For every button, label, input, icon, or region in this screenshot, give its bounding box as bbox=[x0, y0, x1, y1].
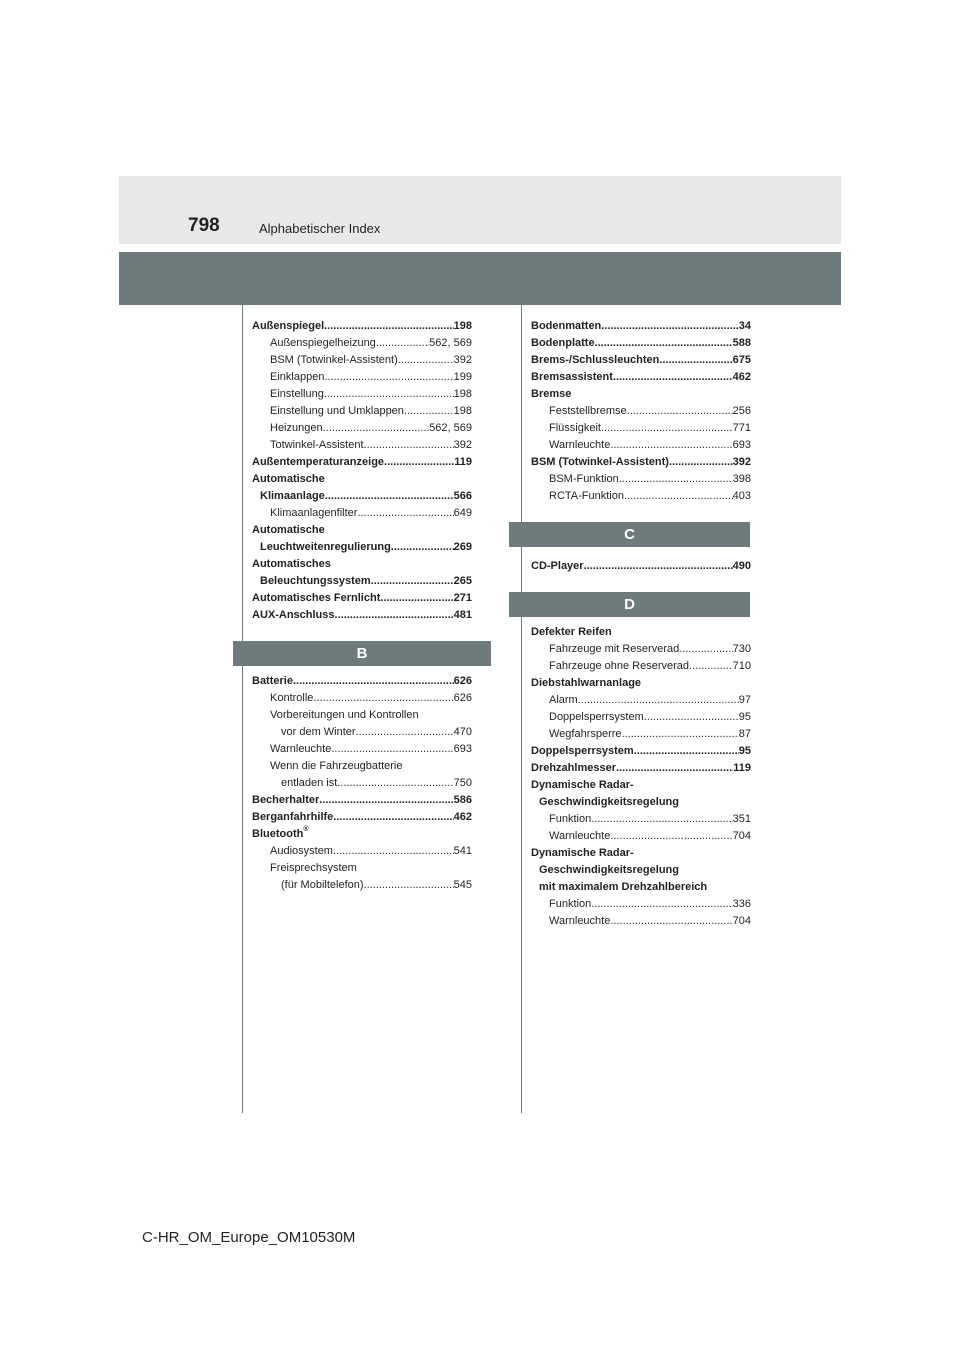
index-entry-page[interactable]: 95 bbox=[738, 745, 751, 757]
index-entry bbox=[531, 709, 751, 726]
index-entry-page[interactable]: 586 bbox=[453, 794, 472, 806]
index-entry bbox=[252, 522, 472, 539]
section-letter-d: D bbox=[509, 592, 750, 617]
index-entry bbox=[252, 809, 472, 826]
index-entry bbox=[252, 539, 472, 556]
index-entry bbox=[531, 335, 751, 352]
index-entry bbox=[531, 811, 751, 828]
index-entry bbox=[531, 658, 751, 675]
index-entry-label: Leuchtweitenregulierung bbox=[260, 541, 391, 553]
index-entry bbox=[252, 471, 472, 488]
index-entry bbox=[252, 352, 472, 369]
index-entry-label: Becherhalter bbox=[252, 794, 320, 806]
index-entry-label: Bodenmatten bbox=[531, 320, 602, 332]
dot-leader bbox=[380, 590, 453, 607]
dot-leader bbox=[337, 775, 453, 792]
index-entry-label: Außenspiegelheizung bbox=[270, 337, 376, 349]
index-entry-label: Warnleuchte bbox=[549, 439, 611, 451]
index-entry-page[interactable]: 199 bbox=[453, 371, 472, 383]
dot-leader bbox=[578, 692, 739, 709]
index-entry-page[interactable]: 269 bbox=[453, 541, 472, 553]
index-entry-page[interactable]: 626 bbox=[453, 675, 472, 687]
index-entry-label: Feststellbremse bbox=[549, 405, 627, 417]
index-entry bbox=[531, 641, 751, 658]
index-entry-page[interactable]: 626 bbox=[453, 692, 472, 704]
index-entry bbox=[531, 862, 751, 879]
dot-leader bbox=[313, 690, 453, 707]
index-entry bbox=[252, 335, 472, 352]
index-entry bbox=[531, 675, 751, 692]
index-entry-page[interactable]: 34 bbox=[738, 320, 751, 332]
index-entry-label: Warnleuchte bbox=[549, 915, 611, 927]
index-entry-label: Automatisches bbox=[252, 558, 331, 570]
index-entry bbox=[252, 369, 472, 386]
dot-leader bbox=[634, 743, 739, 760]
index-entry-page[interactable]: 265 bbox=[453, 575, 472, 587]
index-entry bbox=[531, 437, 751, 454]
index-entry-label: BSM (Totwinkel-Assistent) bbox=[270, 354, 398, 366]
index-entry-label: Wegfahrsperre bbox=[549, 728, 622, 740]
index-entry-label: Audiosystem bbox=[270, 845, 333, 857]
index-entry bbox=[252, 556, 472, 573]
index-entry-label: Funktion bbox=[549, 813, 592, 825]
index-entry-label: Bodenplatte bbox=[531, 337, 595, 349]
index-entry-page[interactable]: 392 bbox=[732, 456, 751, 468]
index-entry bbox=[252, 826, 472, 843]
dot-leader bbox=[591, 811, 732, 828]
index-list-c bbox=[531, 558, 751, 575]
dot-leader bbox=[384, 454, 454, 471]
index-entry-label: Einstellung und Umklappen bbox=[270, 405, 404, 417]
dot-leader bbox=[371, 573, 454, 590]
index-entry-page[interactable]: 398 bbox=[732, 473, 751, 485]
index-entry bbox=[252, 590, 472, 607]
index-entry-label: Dynamische Radar- bbox=[531, 847, 634, 859]
index-entry-label: Bluetooth bbox=[252, 828, 304, 840]
dot-leader bbox=[391, 539, 454, 556]
index-entry bbox=[252, 403, 472, 420]
index-entry bbox=[252, 454, 472, 471]
index-entry-page[interactable]: 351 bbox=[732, 813, 751, 825]
index-entry bbox=[252, 607, 472, 624]
index-entry-page[interactable]: 403 bbox=[732, 490, 751, 502]
dot-leader bbox=[591, 896, 732, 913]
index-entry-label: RCTA-Funktion bbox=[549, 490, 624, 502]
index-entry-label: CD-Player bbox=[531, 560, 584, 572]
index-entry-page[interactable]: 119 bbox=[454, 456, 472, 468]
index-entry-label: Geschwindigkeitsregelung bbox=[539, 796, 679, 808]
index-entry bbox=[531, 896, 751, 913]
index-entry-page[interactable]: 566 bbox=[453, 490, 472, 502]
index-column-right bbox=[531, 318, 751, 930]
index-entry-page[interactable]: 771 bbox=[732, 422, 751, 434]
index-entry-page[interactable]: 481 bbox=[453, 609, 472, 621]
index-entry bbox=[531, 777, 751, 794]
index-list-a bbox=[252, 318, 472, 624]
index-entry-page[interactable]: 693 bbox=[453, 743, 472, 755]
index-entry bbox=[531, 454, 751, 471]
index-entry-label: Wenn die Fahrzeugbatterie bbox=[270, 760, 403, 772]
index-entry bbox=[252, 505, 472, 522]
index-entry bbox=[252, 673, 472, 690]
index-entry-label: Außenspiegel bbox=[252, 320, 325, 332]
index-entry bbox=[252, 707, 472, 724]
right-column-rule bbox=[521, 305, 522, 1113]
index-entry-page[interactable]: 198 bbox=[453, 320, 472, 332]
dot-leader bbox=[679, 641, 732, 658]
index-entry-page[interactable]: 198 bbox=[453, 388, 472, 400]
index-entry-label: Fahrzeuge ohne Reserverad bbox=[549, 660, 690, 672]
index-entry-page[interactable]: 562, 569 bbox=[429, 337, 472, 349]
dot-leader bbox=[595, 335, 733, 352]
document-id-footer: C-HR_OM_Europe_OM10530M bbox=[142, 1229, 356, 1246]
index-entry bbox=[531, 828, 751, 845]
index-entry-label: Beleuchtungssystem bbox=[260, 575, 371, 587]
dot-leader bbox=[644, 709, 739, 726]
index-entry-label: Fahrzeuge mit Reserverad bbox=[549, 643, 680, 655]
index-entry bbox=[531, 794, 751, 811]
dot-leader bbox=[324, 386, 454, 403]
dot-leader bbox=[333, 843, 454, 860]
index-entry-page[interactable]: 675 bbox=[732, 354, 751, 366]
index-entry bbox=[531, 420, 751, 437]
index-entry bbox=[531, 403, 751, 420]
left-column-rule bbox=[242, 305, 243, 1113]
index-entry bbox=[531, 386, 751, 403]
index-entry bbox=[252, 488, 472, 505]
dot-leader bbox=[622, 726, 739, 743]
index-entry bbox=[531, 692, 751, 709]
index-entry-label: Defekter Reifen bbox=[531, 626, 612, 638]
index-entry bbox=[252, 690, 472, 707]
index-list-d bbox=[531, 624, 751, 930]
index-entry-label: Kontrolle bbox=[270, 692, 314, 704]
dot-leader bbox=[619, 471, 733, 488]
index-entry-page[interactable]: 462 bbox=[732, 371, 751, 383]
index-entry-label: Batterie bbox=[252, 675, 293, 687]
index-entry bbox=[252, 860, 472, 877]
index-entry-page[interactable]: 95 bbox=[738, 711, 751, 723]
index-entry-label: mit maximalem Drehzahlbereich bbox=[539, 881, 708, 893]
dot-leader bbox=[333, 809, 453, 826]
index-entry-label: Automatische bbox=[252, 473, 325, 485]
index-entry-page[interactable]: 271 bbox=[453, 592, 472, 604]
index-entry-page[interactable]: 562, 569 bbox=[429, 422, 472, 434]
dot-leader bbox=[669, 454, 733, 471]
index-entry-label: entladen ist bbox=[281, 777, 338, 789]
index-entry bbox=[531, 760, 751, 777]
index-entry-page[interactable]: 649 bbox=[453, 507, 472, 519]
index-entry-page[interactable]: 545 bbox=[453, 879, 472, 891]
dot-leader bbox=[616, 760, 733, 777]
index-entry bbox=[252, 437, 472, 454]
index-entry bbox=[252, 741, 472, 758]
section-letter-c: C bbox=[509, 522, 750, 547]
index-entry bbox=[531, 743, 751, 760]
dot-leader bbox=[324, 318, 454, 335]
index-entry-page[interactable]: 704 bbox=[732, 830, 751, 842]
index-entry-label: vor dem Winter bbox=[281, 726, 356, 738]
index-entry-label: (für Mobiltelefon) bbox=[281, 879, 364, 891]
index-entry-label: Totwinkel-Assistent bbox=[270, 439, 364, 451]
index-entry-page[interactable]: 392 bbox=[453, 439, 472, 451]
index-entry bbox=[252, 877, 472, 894]
index-entry bbox=[531, 471, 751, 488]
dot-leader bbox=[325, 488, 454, 505]
index-entry-page[interactable]: 710 bbox=[732, 660, 751, 672]
dot-leader bbox=[323, 420, 430, 437]
index-entry-page[interactable]: 392 bbox=[453, 354, 472, 366]
index-entry-label: Klimaanlagenfilter bbox=[270, 507, 358, 519]
page-number: 798 bbox=[188, 215, 220, 236]
index-entry-label: Automatisches Fernlicht bbox=[252, 592, 381, 604]
index-entry bbox=[252, 318, 472, 335]
index-entry bbox=[252, 386, 472, 403]
index-entry-label: Berganfahrhilfe bbox=[252, 811, 334, 823]
index-entry-page[interactable]: 750 bbox=[453, 777, 472, 789]
dot-leader bbox=[293, 673, 454, 690]
index-entry-label: Klimaanlage bbox=[260, 490, 325, 502]
dot-leader bbox=[335, 607, 454, 624]
dot-leader bbox=[357, 505, 453, 522]
dot-leader bbox=[404, 403, 454, 420]
index-entry bbox=[531, 369, 751, 386]
dot-leader bbox=[624, 488, 733, 505]
index-entry-label: Drehzahlmesser bbox=[531, 762, 616, 774]
index-entry-label: Brems-/Schlussleuchten bbox=[531, 354, 660, 366]
index-entry-page[interactable]: 541 bbox=[453, 845, 472, 857]
index-entry-label: Automatische bbox=[252, 524, 325, 536]
index-entry bbox=[531, 845, 751, 862]
dot-leader bbox=[584, 558, 733, 575]
dot-leader bbox=[356, 724, 454, 741]
index-entry bbox=[252, 724, 472, 741]
index-entry bbox=[252, 420, 472, 437]
index-entry-label: Doppelsperrsystem bbox=[549, 711, 644, 723]
index-entry-page[interactable]: 87 bbox=[738, 728, 751, 740]
dot-leader bbox=[601, 420, 733, 437]
index-entry-page[interactable]: 198 bbox=[453, 405, 472, 417]
index-entry bbox=[252, 792, 472, 809]
index-entry bbox=[252, 775, 472, 792]
index-entry-label: Diebstahlwarnanlage bbox=[531, 677, 642, 689]
dot-leader bbox=[659, 352, 732, 369]
page-title: Alphabetischer Index bbox=[259, 221, 381, 236]
dot-leader bbox=[376, 335, 429, 352]
header-band bbox=[119, 252, 841, 305]
index-entry-page[interactable]: 490 bbox=[732, 560, 751, 572]
index-entry-label: Bremsassistent bbox=[531, 371, 613, 383]
index-entry-label: Funktion bbox=[549, 898, 592, 910]
index-entry-label: Freisprechsystem bbox=[270, 862, 357, 874]
index-entry-page[interactable]: 588 bbox=[732, 337, 751, 349]
index-entry-page[interactable]: 704 bbox=[732, 915, 751, 927]
index-entry-label: Vorbereitungen und Kontrollen bbox=[270, 709, 419, 721]
index-entry bbox=[531, 879, 751, 896]
index-entry bbox=[531, 913, 751, 930]
index-entry-page[interactable]: 97 bbox=[738, 694, 751, 706]
dot-leader bbox=[610, 437, 732, 454]
index-entry-page[interactable]: 462 bbox=[453, 811, 472, 823]
index-entry-label: Doppelsperrsystem bbox=[531, 745, 634, 757]
dot-leader bbox=[627, 403, 733, 420]
index-entry-label: Alarm bbox=[549, 694, 578, 706]
dot-leader bbox=[364, 877, 454, 894]
dot-leader bbox=[610, 913, 732, 930]
dot-leader bbox=[331, 741, 453, 758]
index-entry bbox=[531, 624, 751, 641]
index-entry-label: Einklappen bbox=[270, 371, 325, 383]
index-entry bbox=[252, 573, 472, 590]
index-entry bbox=[531, 726, 751, 743]
index-entry-label: Heizungen bbox=[270, 422, 323, 434]
index-entry-page[interactable]: 730 bbox=[732, 643, 751, 655]
index-entry-label: Außentemperaturanzeige bbox=[252, 456, 385, 468]
dot-leader bbox=[364, 437, 454, 454]
index-column-left bbox=[252, 318, 472, 894]
header-bar bbox=[119, 176, 841, 244]
index-entry-page[interactable]: 336 bbox=[732, 898, 751, 910]
index-entry-label: Geschwindigkeitsregelung bbox=[539, 864, 679, 876]
index-entry-label: Einstellung bbox=[270, 388, 324, 400]
section-letter-b: B bbox=[233, 641, 491, 666]
index-list-b bbox=[252, 673, 472, 894]
dot-leader bbox=[319, 792, 453, 809]
index-entry-page[interactable]: 256 bbox=[732, 405, 751, 417]
index-entry bbox=[252, 758, 472, 775]
registered-mark: ® bbox=[303, 826, 309, 833]
index-entry bbox=[531, 318, 751, 335]
index-entry-label: AUX-Anschluss bbox=[252, 609, 335, 621]
dot-leader bbox=[398, 352, 454, 369]
index-entry-label: BSM-Funktion bbox=[549, 473, 619, 485]
index-entry-page[interactable]: 119 bbox=[733, 762, 751, 774]
index-entry-label: Warnleuchte bbox=[270, 743, 332, 755]
index-entry bbox=[531, 488, 751, 505]
dot-leader bbox=[689, 658, 733, 675]
dot-leader bbox=[601, 318, 738, 335]
index-entry bbox=[531, 352, 751, 369]
index-entry-label: Flüssigkeit bbox=[549, 422, 601, 434]
index-entry bbox=[531, 558, 751, 575]
index-entry-label: Bremse bbox=[531, 388, 572, 400]
dot-leader bbox=[613, 369, 733, 386]
index-entry-page[interactable]: 693 bbox=[732, 439, 751, 451]
index-entry-label: BSM (Totwinkel-Assistent) bbox=[531, 456, 669, 468]
dot-leader bbox=[610, 828, 732, 845]
dot-leader bbox=[324, 369, 453, 386]
index-entry-page[interactable]: 470 bbox=[453, 726, 472, 738]
index-entry bbox=[252, 843, 472, 860]
index-list-b-cont bbox=[531, 318, 751, 505]
index-entry-label: Dynamische Radar- bbox=[531, 779, 634, 791]
index-entry-label: Warnleuchte bbox=[549, 830, 611, 842]
